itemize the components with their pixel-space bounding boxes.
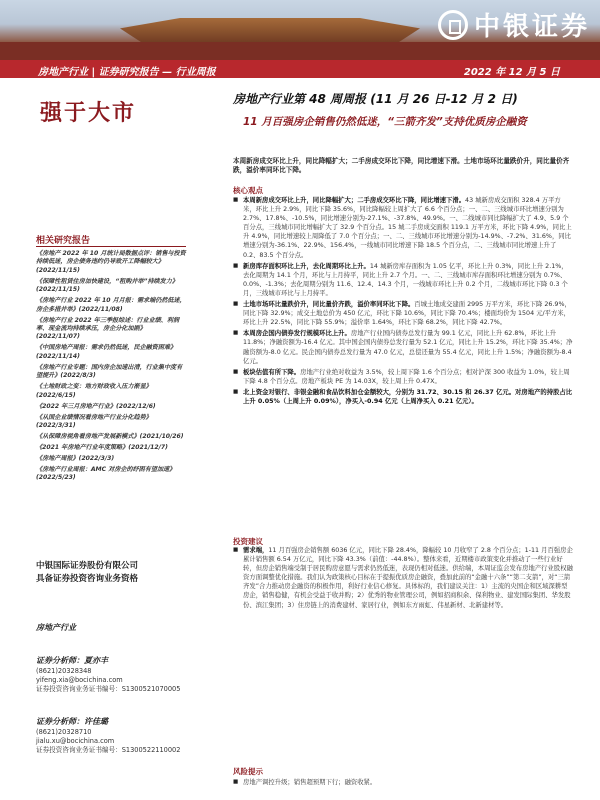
bullet-point: ■ 本周房企国内债券发行规模环比上升。房地产行业国内债券总发行量为 99.1 亿元，同比上升 62.8%，环比上升 11.8%；净融资额为-16.4 亿元。其中国企国内债券总发行量为 52.1 亿元，同比上升 15.2%，环比下降 35.4%；净融资额为-8.0 亿元。民企国内债券总发行量为 47.0 亿元，总偿还量为 55.4 亿元，同比上升 1.5%；净融资额为-8.4 亿元。 bbox=[233, 329, 573, 365]
report-abstract: 本周新房成交环比上升，同比降幅扩大；二手房成交环比下降，同比增速下滑。土地市场环比量跌价升，同比量价齐跌，溢价率同环比下降。 bbox=[233, 157, 570, 175]
section-invest-title: 投资建议 bbox=[233, 537, 263, 546]
bank-logo-icon bbox=[438, 10, 468, 40]
related-report[interactable]: 《从国企业绩情况看房地产行业分化趋势》(2022/3/31) bbox=[36, 413, 152, 430]
bullet-point: ■ 本周新房成交环比上升，同比降幅扩大；二手房成交环比下降，同比增速下滑。43 城新房成交面积 328.4 万平方米，环比上升 2.9%，同比下降 35.6%，同比降幅较上周扩大了 6.6 个百分点；一、二、三线城市环比增速分别为 2.7%、17.8%、-10.5%，同比增速分别为-27.1%、-37.8%、49.9%。一、二线城市同比降幅扩大了 4.9、5.9 个百分点，三线城市同比增幅扩大了 32.9 个百分点。15 城二手房成交面积 119.1 万平方米，环比下降 4.9%，同比上升 4.9%，同比增速较上周降低了 7.0 个百分点；一、二、三线城市环比增速分别为-14.9%、-7.2%、31.6%，同比增速分别为-36.1%、22.9%、156.4%，一线城市同比增速下降 18.5 个百分点，二、三线城市同比增速上升了 0.2、83.5 个百分点。 bbox=[233, 196, 573, 260]
palace-roof-graphic bbox=[120, 18, 420, 44]
bullet-point: ■ 土地市场环比量跌价升，同比量价齐跌，溢价率同环比下降。百城土地成交建面 2995 万平方米，环比下降 26.9%，同比下降 32.9%；成交土地总价为 450 亿元，环比下降 10.6%，同比下降 70.4%；楼面均价为 1504 元/平方米，环比上升 22.5%，同比下降 55.9%；溢价率 1.64%，环比下降 68.2%，同比下降 42.7%。 bbox=[233, 300, 573, 327]
analyst-email[interactable]: jialu.xu@bocichina.com bbox=[36, 737, 115, 746]
core-points bbox=[233, 196, 573, 408]
report-date: 2022 年 12 月 5 日 bbox=[463, 67, 560, 78]
related-report[interactable]: 《房地产行业周报：AMC 对房企的纾困有望加速》(2022/5/23) bbox=[36, 466, 176, 482]
brand-name: 中银证券 bbox=[473, 12, 590, 42]
report-subtitle: 11 月百强房企销售仍然低迷，“三箭齐发”支持优质房企融资 bbox=[243, 116, 527, 128]
related-reports-list bbox=[36, 250, 186, 485]
analyst-cert: 证券投资咨询业务证书编号：S1300522110002 bbox=[36, 746, 181, 755]
invest-points bbox=[233, 546, 573, 612]
related-report[interactable]: 《保障性租赁住房加快建设，“租购并举”持续发力》(2022/11/15) bbox=[36, 277, 178, 294]
related-report[interactable]: 《中国房地产周报：需求仍然低迷，民企融资困难》(2022/11/14) bbox=[36, 344, 177, 360]
related-report[interactable]: 《2022 年三月房地产行业》(2022/12/6) bbox=[36, 402, 156, 410]
section-risk-title: 风险提示 bbox=[233, 767, 263, 776]
report-category: 房地产行业 | 证券研究报告 — 行业周报 bbox=[38, 67, 216, 78]
bullet-point: ■ 新房库存面积环比上升，去化周期环比上升。14 城新房库存面积为 1.05 亿平，环比上升 0.3%，同比上升 2.1%，去化周期为 14.1 个月，环比与上月持平，同比上升 2.7 个月。一、二、三线城市库存面积环比增速分别为 0.7%、0.0%、-1.3%；去化周期分别为 11.6、12.4、14.3 个月，一线城市环比上升 0.2 个月，二线城市环比下降 0.3 个月，三线城市环比与上月持平。 bbox=[233, 262, 573, 298]
bullet-point: ■ 需求端，11 月百强房企销售额 6036 亿元，同比下降 28.4%，降幅较 10 月收窄了 2.8 个百分点；1-11 月百强房企累计销售额 6.54 万亿元，同比下降 43.3%（前值：-44.8%）。整体来看，近期楼市政策变化并推动了一些行业好转，但房企销售端受制于居民购房意愿与需求仍然低迷，表现仍相对低迷。供给端，本周证监会发布房地产行业股权融资方面调整优化措施。我们认为政策核心目标在于提振优质房企融资，叠加此前的“金融十六条”“第二支箭”，对“三箭齐发”合力推动房企融资的积极作用，利好行业信心修复。具体标的，我们建议关注：1）主流的央国企和区域深耕型房企，销售稳健，有机会受益于收并购；2）优秀的物业管理公司，例如招商积余、保利物业、建发国际集团、华发股份、滨江集团；3）住房链上的消费建材、家居行业，例如东方雨虹、伟星新材、北新建材等。 bbox=[233, 546, 573, 610]
analyst-block bbox=[36, 715, 206, 756]
report-header bbox=[233, 90, 573, 129]
related-report[interactable]: 《房地产 2022 年 10 月统计局数据点评：销售与投资持续低迷，房企债务违约仍导致开工降幅较大》(2022/11/15) bbox=[36, 250, 186, 274]
analyst-name: 证券分析师：夏亦丰 bbox=[36, 656, 108, 665]
risk-points bbox=[233, 778, 573, 789]
report-title: 房地产行业第 48 周周报 (11 月 26 日-12 月 2 日) bbox=[233, 92, 518, 106]
bullet-point: ■ 板块估值有所下降。房地产行业绝对收益为 3.5%，较上周下降 1.6 个百分点；相对沪深 300 收益为 1.0%，较上周下降 4.8 个百分点。房地产板块 PE 为 14.03X，较上周上升 0.47X。 bbox=[233, 368, 573, 386]
related-report[interactable]: 《房地产周报》(2022/3/3) bbox=[36, 455, 115, 463]
divider bbox=[36, 246, 186, 247]
bullet-point: ■ 北上资金对银行、非银金融和食品饮料加仓金额较大，分别为 31.72、30.15 和 26.37 亿元。对房地产的持股占比上升 0.05%（上周上升 0.09%），净买入-0.94 亿元（上周净买入 0.21 亿元）。 bbox=[233, 388, 573, 406]
palace-wall-graphic bbox=[0, 42, 600, 60]
industry-label: 房地产行业 bbox=[36, 623, 76, 632]
related-report[interactable]: 《房地产行业专题：国内房企加速出清，行业集中度有望提升》(2022/8/3) bbox=[36, 363, 183, 380]
analyst-phone: (8621)20328348 bbox=[36, 667, 92, 675]
brand-logo bbox=[438, 6, 590, 43]
related-report[interactable]: 《从保障房视角看房地产发展新模式》(2021/10/26) bbox=[36, 433, 184, 441]
analyst-block bbox=[36, 654, 206, 695]
related-report[interactable]: 《2021 年房地产行业年度策略》(2021/12/7) bbox=[36, 444, 168, 452]
related-reports-title: 相关研究报告 bbox=[36, 236, 91, 246]
bullet-point: ■ 房地产调控升级；销售超预期下行；融资收紧。 bbox=[233, 778, 573, 787]
industry-rating: 强于大市 bbox=[40, 101, 137, 126]
analyst-name: 证券分析师：许佳璐 bbox=[36, 717, 108, 726]
section-core-title: 核心观点 bbox=[233, 186, 263, 195]
analyst-phone: (8621)20328710 bbox=[36, 728, 92, 736]
header-banner bbox=[0, 0, 600, 60]
related-report[interactable]: 《房地产行业 2022 年 10 月月报：需求端仍然低迷，房企多措并举》(2022/11/08) bbox=[36, 297, 186, 313]
related-report[interactable]: 《土地财政之变：地方财政收入压力渐显》(2022/6/15) bbox=[36, 383, 152, 399]
analyst-email[interactable]: yifeng.xia@bocichina.com bbox=[36, 676, 123, 685]
institution-name: 中银国际证券股份有限公司 具备证券投资咨询业务资格 bbox=[36, 561, 139, 584]
related-report[interactable]: 《房地产行业 2022 年三季报综述：行业业绩、利润率、现金流均持续承压，房企分化加剧》(2022/11/07) bbox=[36, 316, 180, 341]
report-category-bar bbox=[0, 60, 600, 78]
analyst-cert: 证券投资咨询业务证书编号：S1300521070005 bbox=[36, 685, 181, 694]
